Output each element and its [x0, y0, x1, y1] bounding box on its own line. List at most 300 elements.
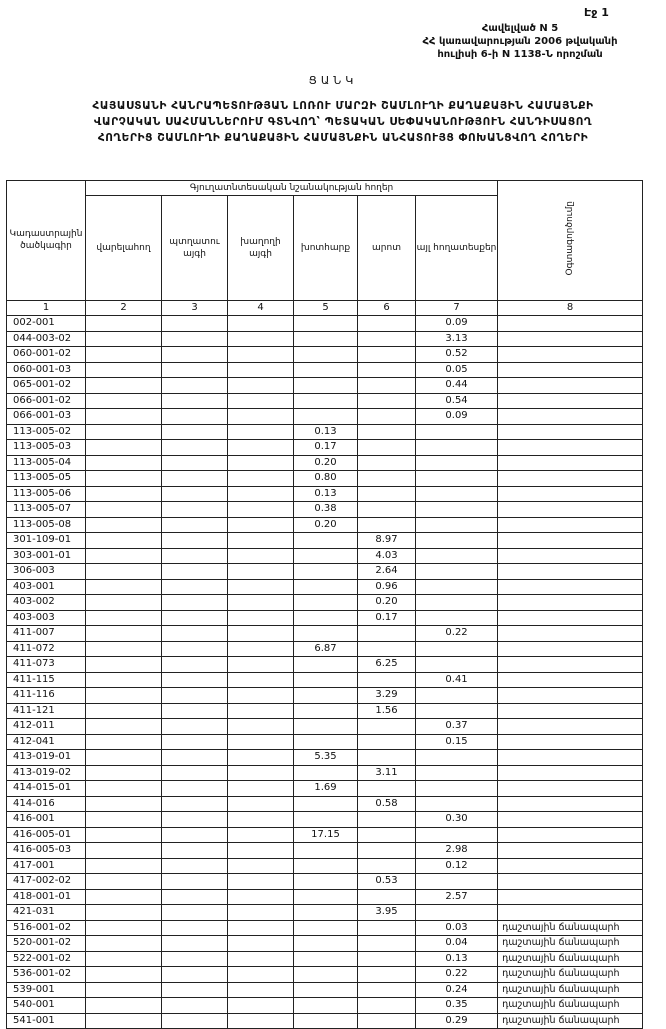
table-row — [7, 455, 643, 471]
arable-cell — [86, 657, 162, 673]
table-row — [7, 362, 643, 378]
vineyard-cell — [228, 781, 294, 797]
vineyard-cell — [228, 982, 294, 998]
table-row — [7, 610, 643, 626]
appendix-header — [400, 22, 640, 61]
purpose-cell — [498, 858, 643, 874]
other-lands-cell: 0.24 — [416, 982, 498, 998]
purpose-cell — [498, 657, 643, 673]
column-numbers-row — [7, 301, 643, 316]
table-row — [7, 378, 643, 394]
orchard-cell — [162, 734, 228, 750]
hayfield-cell: 17.15 — [294, 827, 358, 843]
orchard-cell — [162, 750, 228, 766]
table-row — [7, 858, 643, 874]
pasture-cell — [358, 920, 416, 936]
pasture-cell — [358, 998, 416, 1014]
other-lands-cell: 0.29 — [416, 1013, 498, 1029]
pasture-cell: 0.58 — [358, 796, 416, 812]
cadastral-code-cell: 413-019-02 — [7, 765, 86, 781]
vineyard-cell — [228, 471, 294, 487]
pasture-cell — [358, 626, 416, 642]
cadastral-code-cell: 421-031 — [7, 905, 86, 921]
table-row — [7, 393, 643, 409]
column-number: 3 — [162, 301, 228, 316]
vineyard-cell — [228, 734, 294, 750]
pasture-cell: 4.03 — [358, 548, 416, 564]
hayfield-cell — [294, 688, 358, 704]
other-lands-cell — [416, 455, 498, 471]
orchard-cell — [162, 672, 228, 688]
table-row — [7, 564, 643, 580]
orchard-cell — [162, 502, 228, 518]
land-table — [6, 180, 643, 1029]
table-row — [7, 843, 643, 859]
cadastral-code-cell: 520-001-02 — [7, 936, 86, 952]
other-lands-cell — [416, 548, 498, 564]
table-row — [7, 734, 643, 750]
hayfield-cell — [294, 719, 358, 735]
title-line-1: ՀԱՅԱՍՏԱՆԻ ՀԱՆՐԱՊԵՏՈՒԹՅԱՆ ԼՈՌՈՒ ՄԱՐԶԻ ՇԱՄԼՈՒՂԻ ՔԱՂԱՔԱՅԻՆ ՀԱՄԱՅՆՔԻ — [92, 100, 594, 112]
table-row — [7, 796, 643, 812]
table-row — [7, 626, 643, 642]
pasture-cell — [358, 951, 416, 967]
header-cadastral-code: Կադաստրային ծածկագիր — [7, 181, 86, 301]
cadastral-code-cell: 411-116 — [7, 688, 86, 704]
table-row — [7, 874, 643, 890]
hayfield-cell — [294, 548, 358, 564]
column-number: 6 — [358, 301, 416, 316]
table-body — [7, 316, 643, 1029]
header-agricultural-group: Գյուղատնտեսական նշանակության հողեր — [86, 181, 498, 196]
hayfield-cell: 0.13 — [294, 424, 358, 440]
cadastral-code-cell: 411-115 — [7, 672, 86, 688]
orchard-cell — [162, 719, 228, 735]
other-lands-cell — [416, 486, 498, 502]
purpose-cell — [498, 362, 643, 378]
arable-cell — [86, 843, 162, 859]
column-number: 2 — [86, 301, 162, 316]
cadastral-code-cell: 411-007 — [7, 626, 86, 642]
arable-cell — [86, 564, 162, 580]
vineyard-cell — [228, 874, 294, 890]
hayfield-cell — [294, 316, 358, 332]
vineyard-cell — [228, 533, 294, 549]
hayfield-cell — [294, 889, 358, 905]
table-row — [7, 316, 643, 332]
other-lands-cell: 0.30 — [416, 812, 498, 828]
purpose-cell — [498, 440, 643, 456]
table-row — [7, 750, 643, 766]
table-row — [7, 688, 643, 704]
hayfield-cell — [294, 812, 358, 828]
header-pasture: արոտ — [358, 196, 416, 301]
header-hayfield: խոտհարք — [294, 196, 358, 301]
arable-cell — [86, 579, 162, 595]
orchard-cell — [162, 765, 228, 781]
hayfield-cell — [294, 672, 358, 688]
cadastral-code-cell: 414-015-01 — [7, 781, 86, 797]
purpose-cell — [498, 347, 643, 363]
arable-cell — [86, 796, 162, 812]
pasture-cell — [358, 858, 416, 874]
table-row — [7, 471, 643, 487]
arable-cell — [86, 378, 162, 394]
hayfield-cell: 0.38 — [294, 502, 358, 518]
cadastral-code-cell: 416-005-01 — [7, 827, 86, 843]
arable-cell — [86, 641, 162, 657]
hayfield-cell — [294, 951, 358, 967]
other-lands-cell — [416, 781, 498, 797]
purpose-cell — [498, 734, 643, 750]
vineyard-cell — [228, 703, 294, 719]
cadastral-code-cell: 411-072 — [7, 641, 86, 657]
purpose-cell — [498, 502, 643, 518]
orchard-cell — [162, 641, 228, 657]
arable-cell — [86, 967, 162, 983]
orchard-cell — [162, 455, 228, 471]
purpose-cell — [498, 641, 643, 657]
hayfield-cell: 0.80 — [294, 471, 358, 487]
orchard-cell — [162, 1013, 228, 1029]
orchard-cell — [162, 796, 228, 812]
vineyard-cell — [228, 440, 294, 456]
vineyard-cell — [228, 331, 294, 347]
arable-cell — [86, 734, 162, 750]
table-row — [7, 548, 643, 564]
orchard-cell — [162, 440, 228, 456]
cadastral-code-cell: 060-001-03 — [7, 362, 86, 378]
other-lands-cell — [416, 796, 498, 812]
hayfield-cell — [294, 409, 358, 425]
pasture-cell — [358, 719, 416, 735]
table-row — [7, 889, 643, 905]
hayfield-cell — [294, 564, 358, 580]
cadastral-code-cell: 113-005-06 — [7, 486, 86, 502]
other-lands-cell — [416, 502, 498, 518]
other-lands-cell — [416, 440, 498, 456]
other-lands-cell — [416, 874, 498, 890]
arable-cell — [86, 502, 162, 518]
hayfield-cell: 0.20 — [294, 455, 358, 471]
hayfield-cell — [294, 378, 358, 394]
other-lands-cell: 2.98 — [416, 843, 498, 859]
pasture-cell: 0.17 — [358, 610, 416, 626]
vineyard-cell — [228, 486, 294, 502]
cadastral-code-cell: 417-002-02 — [7, 874, 86, 890]
table-row — [7, 905, 643, 921]
pasture-cell: 0.96 — [358, 579, 416, 595]
cadastral-code-cell: 002-001 — [7, 316, 86, 332]
cadastral-code-cell: 540-001 — [7, 998, 86, 1014]
cadastral-code-cell: 113-005-03 — [7, 440, 86, 456]
vineyard-cell — [228, 1013, 294, 1029]
other-lands-cell: 0.44 — [416, 378, 498, 394]
cadastral-code-cell: 411-073 — [7, 657, 86, 673]
hayfield-cell — [294, 874, 358, 890]
arable-cell — [86, 781, 162, 797]
arable-cell — [86, 951, 162, 967]
other-lands-cell — [416, 657, 498, 673]
vineyard-cell — [228, 672, 294, 688]
vineyard-cell — [228, 378, 294, 394]
purpose-cell — [498, 517, 643, 533]
cadastral-code-cell: 113-005-02 — [7, 424, 86, 440]
pasture-cell — [358, 936, 416, 952]
vineyard-cell — [228, 951, 294, 967]
document-kind: ՑԱՆԿ — [308, 74, 358, 87]
vineyard-cell — [228, 657, 294, 673]
other-lands-cell — [416, 688, 498, 704]
page-number: Էջ 1 — [584, 6, 609, 19]
cadastral-code-cell: 301-109-01 — [7, 533, 86, 549]
purpose-cell — [498, 843, 643, 859]
header-orchard: պտղատու այգի — [162, 196, 228, 301]
hayfield-cell — [294, 734, 358, 750]
cadastral-code-cell: 412-041 — [7, 734, 86, 750]
table-row — [7, 781, 643, 797]
orchard-cell — [162, 579, 228, 595]
cadastral-code-cell: 417-001 — [7, 858, 86, 874]
pasture-cell: 0.53 — [358, 874, 416, 890]
arable-cell — [86, 455, 162, 471]
vineyard-cell — [228, 548, 294, 564]
arable-cell — [86, 750, 162, 766]
purpose-cell — [498, 564, 643, 580]
cadastral-code-cell: 413-019-01 — [7, 750, 86, 766]
table-row — [7, 982, 643, 998]
pasture-cell — [358, 502, 416, 518]
pasture-cell — [358, 812, 416, 828]
purpose-cell — [498, 579, 643, 595]
vineyard-cell — [228, 424, 294, 440]
other-lands-cell: 0.52 — [416, 347, 498, 363]
vineyard-cell — [228, 796, 294, 812]
cadastral-code-cell: 306-003 — [7, 564, 86, 580]
pasture-cell — [358, 347, 416, 363]
cadastral-code-cell: 536-001-02 — [7, 967, 86, 983]
purpose-cell — [498, 486, 643, 502]
cadastral-code-cell: 403-002 — [7, 595, 86, 611]
arable-cell — [86, 424, 162, 440]
pasture-cell — [358, 672, 416, 688]
other-lands-cell: 0.09 — [416, 409, 498, 425]
orchard-cell — [162, 905, 228, 921]
pasture-cell — [358, 843, 416, 859]
hayfield-cell — [294, 998, 358, 1014]
vineyard-cell — [228, 626, 294, 642]
cadastral-code-cell: 065-001-02 — [7, 378, 86, 394]
pasture-cell — [358, 331, 416, 347]
pasture-cell — [358, 471, 416, 487]
vineyard-cell — [228, 719, 294, 735]
cadastral-code-cell: 522-001-02 — [7, 951, 86, 967]
title-line-3: ՀՈՂԵՐԻՑ ՇԱՄԼՈՒՂԻ ՔԱՂԱՔԱՅԻՆ ՀԱՄԱՅՆՔԻՆ ԱՆՀԱՏՈՒՅՑ ՓՈԽԱՆՑՎՈՂ ՀՈՂԵՐԻ — [97, 132, 589, 144]
pasture-cell: 8.97 — [358, 533, 416, 549]
pasture-cell — [358, 750, 416, 766]
other-lands-cell: 0.03 — [416, 920, 498, 936]
pasture-cell — [358, 424, 416, 440]
arable-cell — [86, 626, 162, 642]
orchard-cell — [162, 889, 228, 905]
vineyard-cell — [228, 936, 294, 952]
pasture-cell — [358, 455, 416, 471]
orchard-cell — [162, 967, 228, 983]
orchard-cell — [162, 874, 228, 890]
vineyard-cell — [228, 843, 294, 859]
purpose-cell — [498, 719, 643, 735]
other-lands-cell — [416, 750, 498, 766]
arable-cell — [86, 920, 162, 936]
vineyard-cell — [228, 393, 294, 409]
column-number: 1 — [7, 301, 86, 316]
arable-cell — [86, 409, 162, 425]
cadastral-code-cell: 113-005-07 — [7, 502, 86, 518]
purpose-cell — [498, 765, 643, 781]
vineyard-cell — [228, 750, 294, 766]
other-lands-cell — [416, 905, 498, 921]
hayfield-cell — [294, 347, 358, 363]
purpose-cell — [498, 455, 643, 471]
arable-cell — [86, 812, 162, 828]
hayfield-cell — [294, 843, 358, 859]
orchard-cell — [162, 936, 228, 952]
table-row — [7, 517, 643, 533]
pasture-cell — [358, 486, 416, 502]
table-row — [7, 967, 643, 983]
cadastral-code-cell: 403-003 — [7, 610, 86, 626]
header-arable: վարելահող — [86, 196, 162, 301]
vineyard-cell — [228, 858, 294, 874]
hayfield-cell — [294, 579, 358, 595]
hayfield-cell: 5.35 — [294, 750, 358, 766]
orchard-cell — [162, 812, 228, 828]
pasture-cell — [358, 517, 416, 533]
arable-cell — [86, 827, 162, 843]
header-other-lands: այլ հողատեսքեր — [416, 196, 498, 301]
arable-cell — [86, 610, 162, 626]
purpose-cell — [498, 595, 643, 611]
hayfield-cell — [294, 1013, 358, 1029]
other-lands-cell — [416, 564, 498, 580]
purpose-cell — [498, 409, 643, 425]
table-row — [7, 440, 643, 456]
column-number: 7 — [416, 301, 498, 316]
vineyard-cell — [228, 920, 294, 936]
arable-cell — [86, 347, 162, 363]
cadastral-code-cell: 416-001 — [7, 812, 86, 828]
hayfield-cell — [294, 982, 358, 998]
table-row — [7, 502, 643, 518]
arable-cell — [86, 905, 162, 921]
purpose-cell: դաշտային ճանապարհ — [498, 951, 643, 967]
vineyard-cell — [228, 595, 294, 611]
purpose-cell — [498, 750, 643, 766]
cadastral-code-cell: 412-011 — [7, 719, 86, 735]
appendix-line-2: ՀՀ կառավարության 2006 թվականի — [422, 36, 618, 47]
cadastral-code-cell: 403-001 — [7, 579, 86, 595]
table-row — [7, 719, 643, 735]
table-row — [7, 486, 643, 502]
table-row — [7, 579, 643, 595]
cadastral-code-cell: 416-005-03 — [7, 843, 86, 859]
hayfield-cell — [294, 905, 358, 921]
pasture-cell — [358, 409, 416, 425]
arable-cell — [86, 874, 162, 890]
hayfield-cell: 1.69 — [294, 781, 358, 797]
arable-cell — [86, 486, 162, 502]
hayfield-cell — [294, 657, 358, 673]
vineyard-cell — [228, 967, 294, 983]
hayfield-cell — [294, 626, 358, 642]
table-row — [7, 920, 643, 936]
table-row — [7, 703, 643, 719]
orchard-cell — [162, 486, 228, 502]
arable-cell — [86, 393, 162, 409]
cadastral-code-cell: 411-121 — [7, 703, 86, 719]
purpose-cell — [498, 393, 643, 409]
arable-cell — [86, 889, 162, 905]
vineyard-cell — [228, 812, 294, 828]
hayfield-cell — [294, 796, 358, 812]
other-lands-cell — [416, 533, 498, 549]
arable-cell — [86, 1013, 162, 1029]
header-vineyard: խաղողի այգի — [228, 196, 294, 301]
vineyard-cell — [228, 502, 294, 518]
orchard-cell — [162, 548, 228, 564]
orchard-cell — [162, 610, 228, 626]
purpose-cell — [498, 889, 643, 905]
table-row — [7, 672, 643, 688]
other-lands-cell — [416, 517, 498, 533]
cadastral-code-cell: 060-001-02 — [7, 347, 86, 363]
orchard-cell — [162, 843, 228, 859]
vineyard-cell — [228, 998, 294, 1014]
pasture-cell: 0.20 — [358, 595, 416, 611]
orchard-cell — [162, 564, 228, 580]
other-lands-cell — [416, 827, 498, 843]
vineyard-cell — [228, 889, 294, 905]
arable-cell — [86, 982, 162, 998]
arable-cell — [86, 362, 162, 378]
cadastral-code-cell: 539-001 — [7, 982, 86, 998]
orchard-cell — [162, 471, 228, 487]
purpose-cell — [498, 812, 643, 828]
orchard-cell — [162, 657, 228, 673]
purpose-cell — [498, 672, 643, 688]
purpose-cell — [498, 610, 643, 626]
hayfield-cell — [294, 920, 358, 936]
pasture-cell — [358, 316, 416, 332]
vineyard-cell — [228, 610, 294, 626]
orchard-cell — [162, 982, 228, 998]
hayfield-cell — [294, 858, 358, 874]
pasture-cell: 3.11 — [358, 765, 416, 781]
vineyard-cell — [228, 316, 294, 332]
purpose-cell — [498, 626, 643, 642]
vineyard-cell — [228, 409, 294, 425]
purpose-cell: դաշտային ճանապարհ — [498, 998, 643, 1014]
header-purpose: Օգտագործումը — [498, 181, 643, 301]
table-row — [7, 657, 643, 673]
cadastral-code-cell: 414-016 — [7, 796, 86, 812]
other-lands-cell — [416, 471, 498, 487]
pasture-cell — [358, 440, 416, 456]
arable-cell — [86, 858, 162, 874]
purpose-cell — [498, 827, 643, 843]
pasture-cell — [358, 827, 416, 843]
other-lands-cell: 0.05 — [416, 362, 498, 378]
